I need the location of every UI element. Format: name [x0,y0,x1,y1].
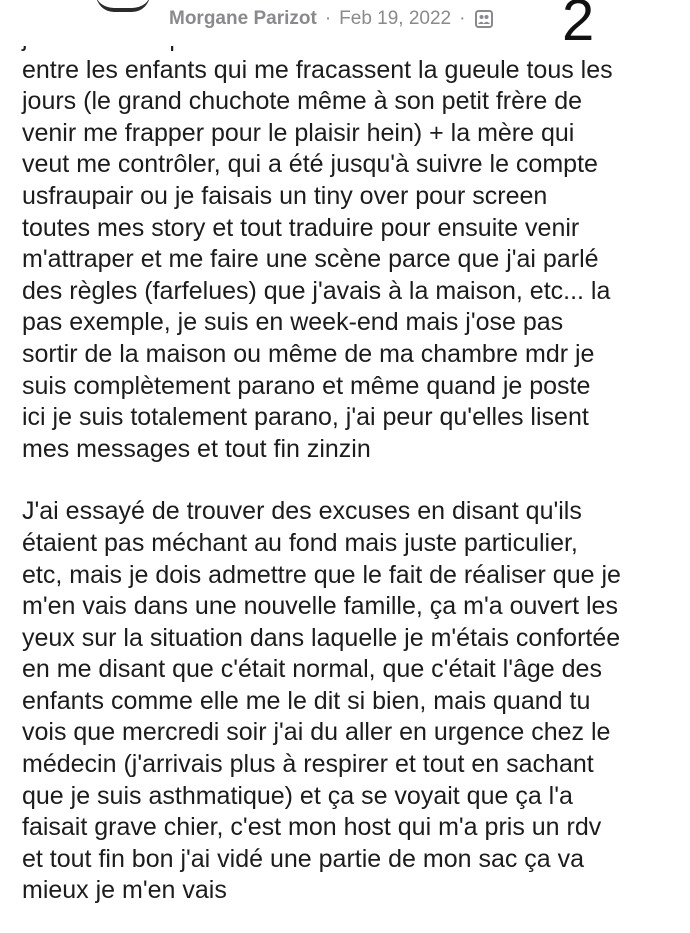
post-header [0,0,690,53]
post-date[interactable]: Feb 19, 2022 [339,8,452,29]
avatar[interactable] [96,0,150,12]
post-body [22,23,682,907]
post-paragraph: J'ai essayé de trouver des excuses en disant qu'ils étaient pas méchant au fond mais juste particulier, etc, mais je dois admettre que le fait de réaliser que je m'en vais dans une nouvelle famille, ça m'a ouvert les yeux sur la situation dans laquelle je m'étais confortée en me disant que c'était normal, que c'était l'âge des enfants comme elle me le dit si bien, mais quand tu vois que mercredi soir j'ai du aller en urgence chez le médecin (j'arrivais plus à respirer et tout en sachant que je suis asthmatique) et ça se voyait que ça l'a faisait grave chier, c'est mon host qui m'a pris un rdv et tout fin bon j'ai vidé une partie de mon sac ça va mieux je m'en vais [22,497,621,905]
page-number: 2 [562,0,595,53]
group-icon[interactable] [475,10,493,28]
post-meta [169,8,493,30]
meta-separator: · [459,8,466,29]
author-name[interactable]: Morgane Parizot [169,8,317,29]
post-paragraph: entre les enfants qui me fracassent la gueule tous les jours (le grand chuchote même à son petit frère de venir me frapper pour le plaisir hein) + la mère qui veut me contrôler, qui a été jusqu'à suivre le compte usfraupair ou je faisais un tiny over pour screen toutes mes story et tout traduire pour ensuite venir m'attraper et me faire une scène parce que j'ai parlé des règles (farfelues) que j'avais à la maison, etc... la pas exemple, je suis en week-end mais j'ose pas sortir de la maison ou même de ma chambre mdr je suis complètement parano et même quand je poste ici je suis totalement parano, j'ai peur qu'elles lisent mes messages et tout fin zinzin [22,55,613,463]
meta-separator: · [324,8,332,29]
